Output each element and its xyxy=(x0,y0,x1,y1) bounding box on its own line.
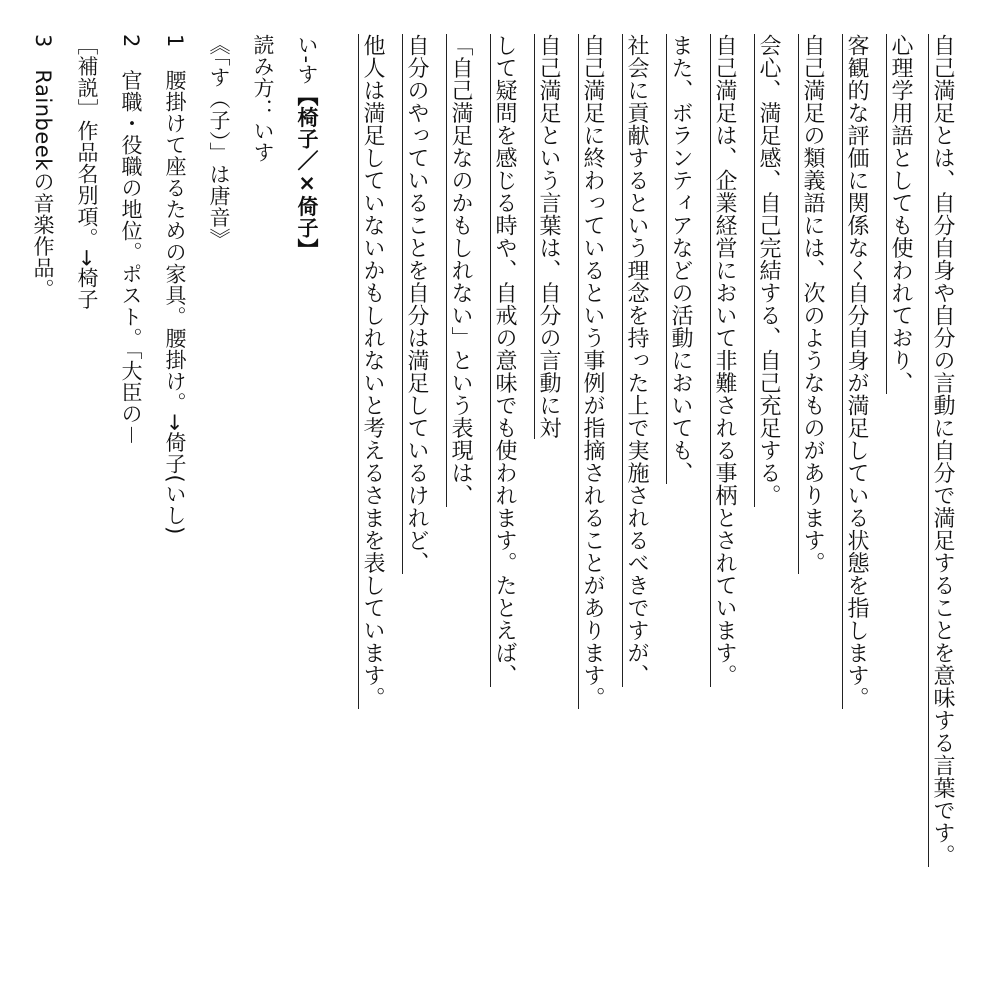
article-line-8: 社会に貢献するという理念を持った上で実施されるべきですが、 xyxy=(624,34,649,687)
article-line-3: 客観的な評価に関係なく自分自身が満足している状態を指します。 xyxy=(844,34,869,709)
article-line-13: 自分のやっていることを自分は満足しているけれど、 xyxy=(404,34,429,574)
dictionary-sense-1 xyxy=(164,34,185,535)
article-line-6: 自己満足は、企業経営において非難される事柄とされています。 xyxy=(712,34,737,687)
article-line-5: 会心、満足感、自己完結する、自己充足する。 xyxy=(756,34,781,507)
dictionary-supplement: ［補説］作品名別項。→椅子 xyxy=(75,34,99,311)
sense-1-text: 腰掛けて座るための家具。腰掛け。→倚子(いし) xyxy=(163,69,187,535)
dictionary-headword-kanji: 【椅子／×倚子】 xyxy=(295,85,319,261)
article-line-11: して疑問を感じる時や、自戒の意味でも使われます。たとえば、 xyxy=(492,34,517,687)
dictionary-etymology: 《「す（子）」は唐音》 xyxy=(207,34,231,250)
article-line-14: 他人は満足していないかもしれないと考えるさまを表しています。 xyxy=(360,34,385,709)
sense-3-text: Rainbeekの音楽作品。 xyxy=(31,69,55,300)
article-line-7: また、ボランティアなどの活動においても、 xyxy=(668,34,693,484)
article-line-2: 心理学用語としても使われており、 xyxy=(888,34,913,394)
dictionary-headword-line xyxy=(296,34,317,260)
article-line-9: 自己満足に終わっているという事例が指摘されることがあります。 xyxy=(580,34,605,709)
sense-1-number: 1 xyxy=(163,34,187,48)
article-line-4: 自己満足の類義語には、次のようなものがあります。 xyxy=(800,34,825,574)
dictionary-reading: 読み方：いす xyxy=(251,34,275,163)
dictionary-sense-2 xyxy=(120,34,141,446)
sense-2-number: 2 xyxy=(119,34,143,48)
article-line-10: 自己満足という言葉は、自分の言動に対 xyxy=(536,34,561,439)
sense-3-number: 3 xyxy=(31,34,55,48)
sense-2-text: 官職・役職の地位。ポスト。「大臣の－ xyxy=(119,69,143,446)
article-line-12: 「自己満足なのかもしれない」という表現は、 xyxy=(448,34,473,507)
article-line-1: 自己満足とは、自分自身や自分の言動に自分で満足することを意味する言葉です。 xyxy=(930,34,955,867)
dictionary-headword: い‐す xyxy=(295,34,319,86)
dictionary-sense-3 xyxy=(32,34,53,300)
